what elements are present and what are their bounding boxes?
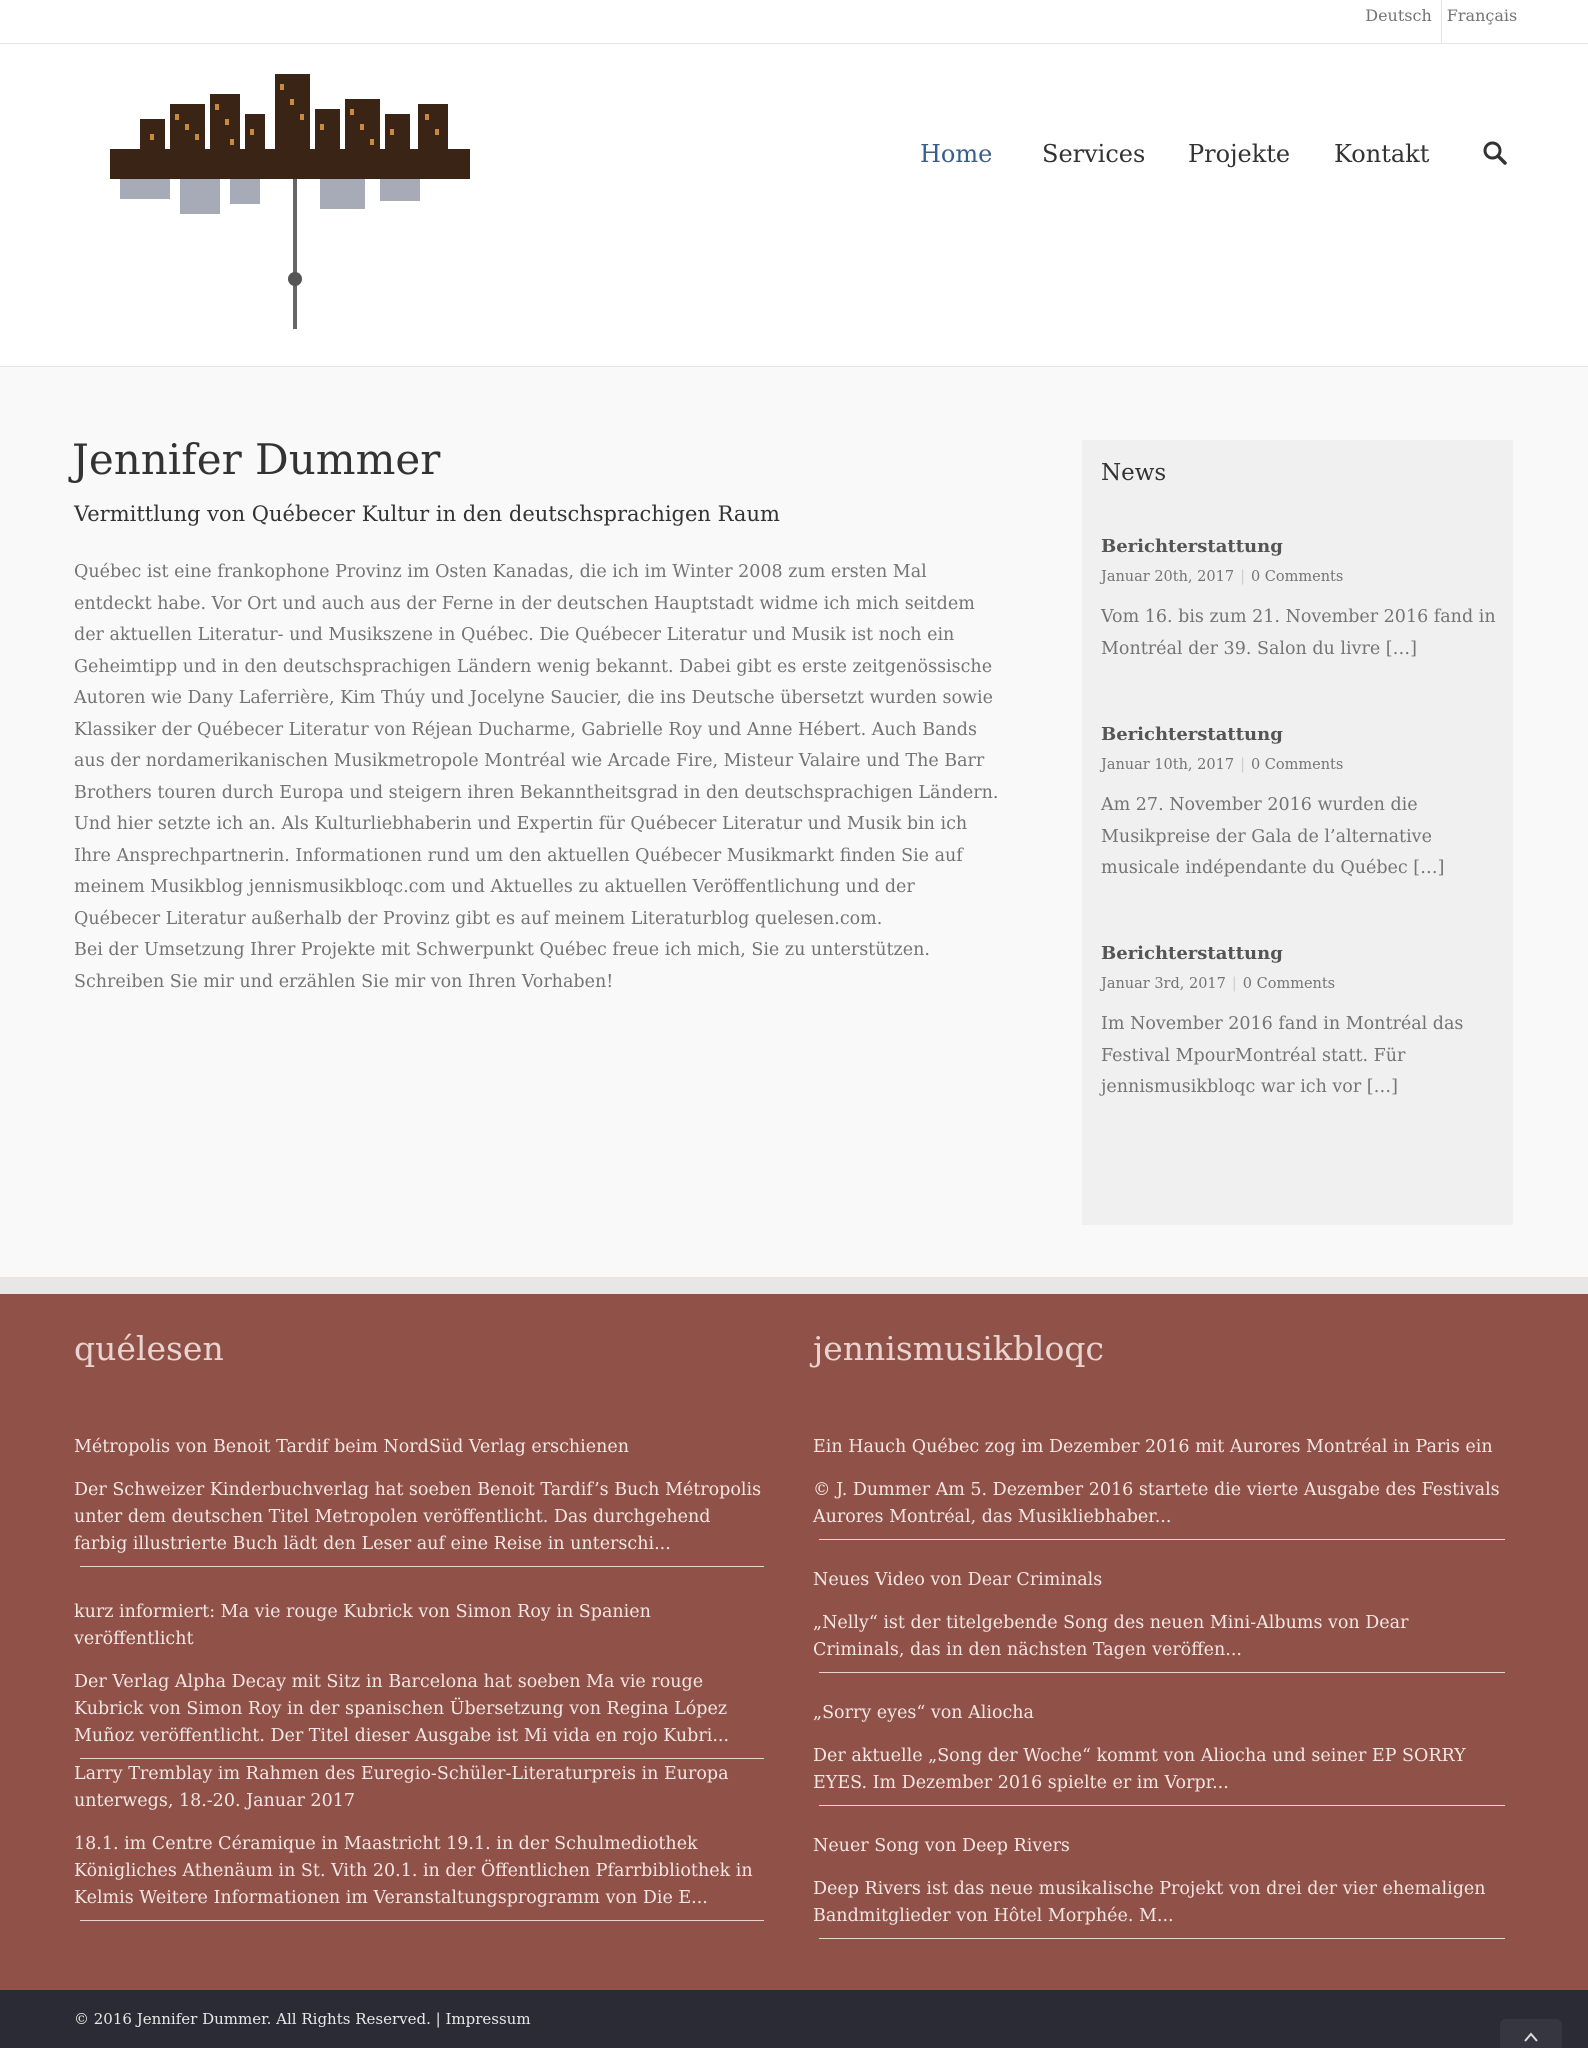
feed-entry-excerpt: „Nelly“ ist der titelgebende Song des neuen Mini-Albums von Dear Criminals, das in den nächsten Tagen veröffen...: [813, 1613, 1409, 1660]
intro-text: [74, 557, 1004, 998]
footer-widgets: [0, 1277, 1588, 1990]
feed-entry-link[interactable]: Neuer Song von Deep Rivers: [813, 1836, 1070, 1856]
news-item-meta: Januar 20th, 2017 | 0 Comments: [1101, 569, 1344, 585]
feed-entry-excerpt: Der Schweizer Kinderbuchverlag hat soeben Benoit Tardif’s Buch Métropolis unter dem deutschen Titel Metropolen veröffentlicht. Das durchgehend farbig illustrierte Buch lädt den Leser auf eine Reise in unterschi...: [74, 1480, 762, 1554]
language-francais-link[interactable]: Français: [1446, 6, 1518, 25]
feed-entry-excerpt: Deep Rivers ist das neue musikalische Projekt von drei der vier ehemaligen Bandmitglieder von Hôtel Morphée. M...: [813, 1879, 1486, 1926]
feed-entry-link[interactable]: Larry Tremblay im Rahmen des Euregio-Schüler-Literaturpreis in Europa unterwegs, 18.-20. Januar 2017: [74, 1764, 729, 1811]
news-item: [1101, 534, 1496, 665]
chevron-up-icon: [1500, 2019, 1562, 2048]
feed-entry-excerpt: Der aktuelle „Song der Woche“ kommt von Aliocha und seiner EP SORRY EYES. Im Dezember 2016 spielte er im Vorpr...: [813, 1746, 1466, 1793]
page-title: Jennifer Dummer: [72, 435, 441, 484]
feed-divider: [819, 1539, 1505, 1540]
feed-entry-excerpt: Der Verlag Alpha Decay mit Sitz in Barcelona hat soeben Ma vie rouge Kubrick von Simon Roy in der spanischen Übersetzung von Regina López Muñoz veröffentlicht. Der Titel dieser Ausgabe ist Mi vida en rojo Kubri...: [74, 1672, 730, 1746]
news-item-comments[interactable]: 0 Comments: [1250, 569, 1344, 585]
feed-entry-link[interactable]: Neues Video von Dear Criminals: [813, 1570, 1103, 1590]
news-item-comments[interactable]: 0 Comments: [1242, 976, 1336, 992]
quelesen-heading: quélesen: [74, 1329, 224, 1368]
feed-divider: [80, 1758, 764, 1759]
copyright-notice: © 2016 Jennifer Dummer. All Rights Reserved.: [74, 2010, 431, 2028]
news-item-date: Januar 3rd, 2017: [1101, 976, 1226, 992]
news-item-excerpt: Im November 2016 fand in Montréal das Festival MpourMontréal statt. Für jennismusikbloqc war ich vor […]: [1101, 1014, 1464, 1097]
news-sidebar: [1082, 440, 1513, 1225]
page-subtitle: Vermittlung von Québecer Kultur in den deutschsprachigen Raum: [74, 502, 780, 526]
feed-entry-excerpt: 18.1. im Centre Céramique in Maastricht 19.1. in der Schulmediothek Königliches Athenäum in St. Vith 20.1. in der Öffentlichen Pfarrbibliothek in Kelmis Weitere Informationen im Veranstaltungsprogramm von Die E...: [74, 1834, 753, 1908]
copyright-bar: [0, 1990, 1588, 2048]
news-item-title[interactable]: Berichterstattung: [1101, 943, 1283, 964]
feed-entry: [813, 1567, 1505, 1673]
main-content: [0, 367, 1588, 1277]
nav-home[interactable]: Home: [920, 140, 993, 168]
news-item-excerpt: Am 27. November 2016 wurden die Musikpreise der Gala de l’alternative musicale indépendante du Québec […]: [1101, 795, 1445, 878]
site-logo[interactable]: [90, 54, 480, 354]
feed-entry-link[interactable]: „Sorry eyes“ von Aliocha: [813, 1703, 1034, 1723]
feed-divider: [80, 1920, 764, 1921]
feed-entry-link[interactable]: Métropolis von Benoit Tardif beim NordSüd Verlag erschienen: [74, 1437, 630, 1457]
site-header: [0, 44, 1588, 367]
back-to-top-button[interactable]: [1500, 2019, 1562, 2048]
jennismusikbloqc-heading: jennismusikbloqc: [813, 1329, 1104, 1368]
nav-projekte[interactable]: Projekte: [1188, 140, 1291, 168]
feed-divider: [80, 1566, 764, 1567]
feed-entry: [813, 1700, 1505, 1806]
news-item-title[interactable]: Berichterstattung: [1101, 724, 1283, 745]
copyright-separator: |: [435, 2010, 441, 2028]
intro-paragraph: Und hier setzte ich an. Als Kulturliebhaberin und Expertin für Québecer Literatur und Musik bin ich Ihre Ansprechpartnerin. Informationen rund um den aktuellen Québecer Musikmarkt finden Sie auf meinem Musikblog jennismusikbloqc.com und Aktuelles zu aktuellen Veröffentlichung und der Québecer Literatur außerhalb der Provinz gibt es auf meinem Literaturblog quelesen.com.: [74, 814, 968, 929]
feed-entry: [74, 1434, 764, 1567]
news-item-date: Januar 20th, 2017: [1101, 569, 1235, 585]
news-heading: News: [1101, 460, 1167, 486]
language-deutsch-link[interactable]: Deutsch: [1356, 0, 1442, 44]
intro-paragraph: Québec ist eine frankophone Provinz im Osten Kanadas, die ich im Winter 2008 zum ersten Mal entdeckt habe. Vor Ort und auch aus der Ferne in der deutschen Hauptstadt widme ich mich seitdem der aktuellen Literatur- und Musikszene in Québec. Die Québecer Literatur und Musik ist noch ein Geheimtipp und in den deutschsprachigen Ländern wenig bekannt. Dabei gibt es erste zeitgenössische Autoren wie Dany Laferrière, Kim Thúy und Jocelyne Saucier, die ins Deutsche übersetzt wurden sowie Klassiker der Québecer Literatur von Réjean Ducharme, Gabrielle Roy und Anne Hébert. Auch Bands aus der nordamerikanischen Musikmetropole Montréal wie Arcade Fire, Misteur Valaire und The Barr Brothers touren durch Europa und steigern ihren Bekanntheitsgrad in den deutschsprachigen Ländern.: [74, 562, 999, 803]
news-item: [1101, 722, 1496, 885]
news-item-meta: Januar 3rd, 2017 | 0 Comments: [1101, 976, 1336, 992]
feed-entry-link[interactable]: Ein Hauch Québec zog im Dezember 2016 mit Aurores Montréal in Paris ein: [813, 1437, 1493, 1457]
feed-divider: [819, 1672, 1505, 1673]
search-icon[interactable]: [1482, 140, 1508, 166]
feed-entry: [74, 1599, 764, 1759]
feed-entry: [813, 1434, 1505, 1540]
copyright-text: [74, 2010, 531, 2028]
feed-entry: [813, 1833, 1505, 1939]
news-item-title[interactable]: Berichterstattung: [1101, 536, 1283, 557]
news-item-meta: Januar 10th, 2017 | 0 Comments: [1101, 757, 1344, 773]
feed-divider: [819, 1805, 1505, 1806]
news-item-excerpt: Vom 16. bis zum 21. November 2016 fand in Montréal der 39. Salon du livre […]: [1101, 607, 1496, 659]
impressum-link[interactable]: Impressum: [445, 2010, 531, 2028]
feed-entry-link[interactable]: kurz informiert: Ma vie rouge Kubrick von Simon Roy in Spanien veröffentlicht: [74, 1602, 651, 1649]
intro-paragraph: Bei der Umsetzung Ihrer Projekte mit Schwerpunkt Québec freue ich mich, Sie zu unterstützen. Schreiben Sie mir und erzählen Sie mir von Ihren Vorhaben!: [74, 940, 930, 992]
feed-entry: [74, 1761, 764, 1921]
nav-services[interactable]: Services: [1042, 140, 1146, 168]
news-item: [1101, 941, 1496, 1104]
feed-divider: [819, 1938, 1505, 1939]
feed-entry-excerpt: © J. Dummer Am 5. Dezember 2016 startete die vierte Ausgabe des Festivals Aurores Montréal, das Musikliebhaber...: [813, 1480, 1500, 1527]
nav-kontakt[interactable]: Kontakt: [1334, 140, 1430, 168]
language-bar: [0, 0, 1588, 44]
news-item-comments[interactable]: 0 Comments: [1250, 757, 1344, 773]
news-item-date: Januar 10th, 2017: [1101, 757, 1235, 773]
